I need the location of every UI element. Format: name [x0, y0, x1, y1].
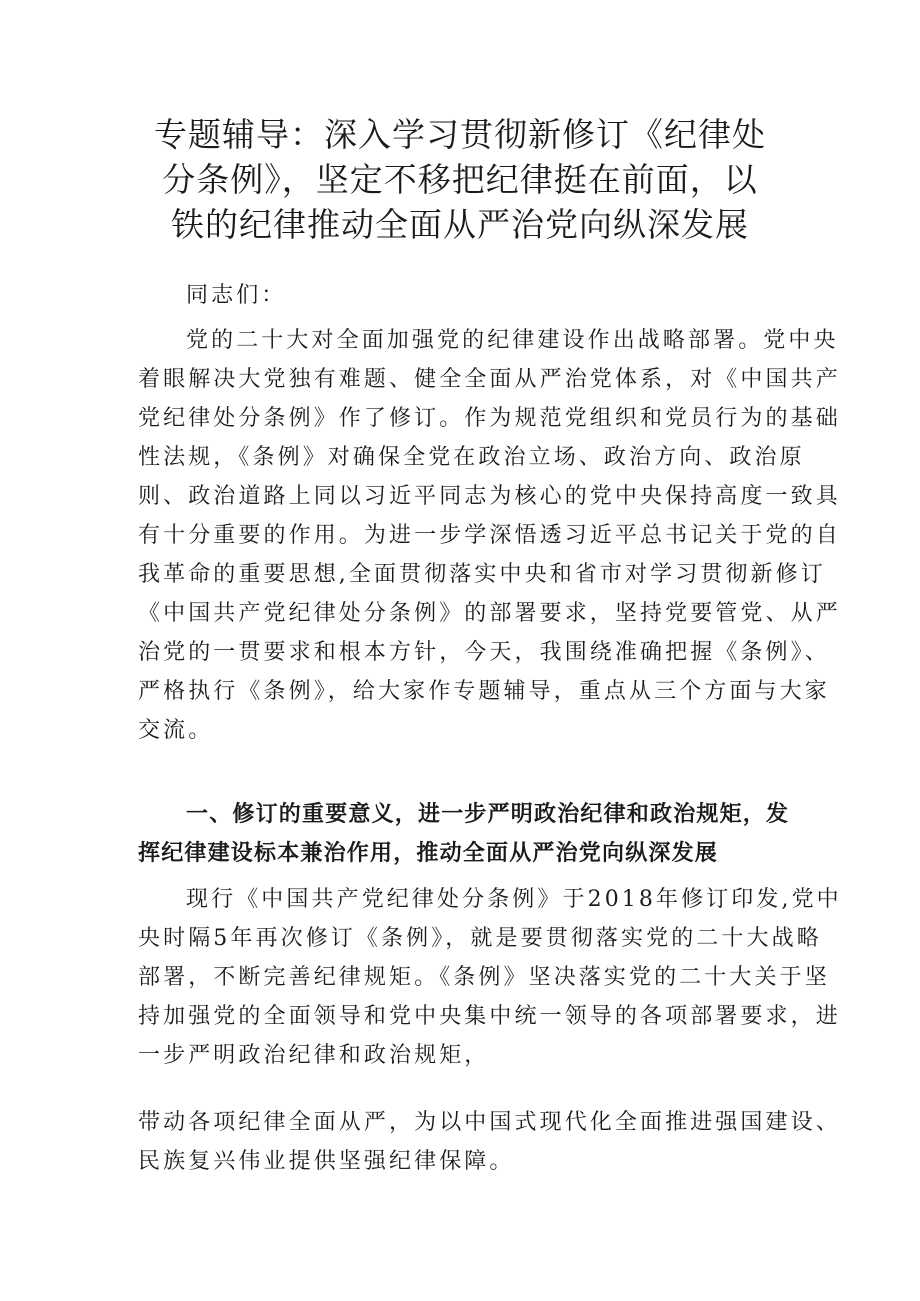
text-line: 有十分重要的作用。为进一步学深悟透习近平总书记关于党的自 — [138, 523, 841, 548]
intro-paragraph — [138, 321, 841, 750]
text-line: 交流。 — [138, 718, 214, 743]
text-line: 带动各项纪律全面从严，为以中国式现代化全面推进强国建设、 — [138, 1110, 841, 1135]
heading-line: 一、修订的重要意义，进一步严明政治纪律和政治规矩，发 — [186, 802, 790, 827]
text-line: 治党的一贯要求和根本方针，今天，我围绕准确把握《条例》、 — [138, 640, 830, 665]
text-line: 着眼解决大党独有难题、健全全面从严治党体系，对《中国共产 — [138, 367, 841, 392]
text-line: 现行《中国共产党纪律处分条例》于2018年修订印发,党中 — [186, 887, 842, 912]
title-line: 铁的纪律推动全面从严治党向纵深发展 — [171, 205, 749, 244]
title-line: 专题辅导：深入学习贯彻新修订《纪律处 — [154, 115, 766, 154]
text-line: 民族复兴伟业提供坚强纪律保障。 — [138, 1149, 515, 1174]
text-line: 则、政治道路上同以习近平同志为核心的党中央保持高度一致具 — [138, 484, 841, 509]
salutation-text: 同志们： — [186, 283, 287, 308]
section-heading — [138, 795, 798, 873]
heading-line: 挥纪律建设标本兼治作用，推动全面从严治党向纵深发展 — [138, 841, 719, 866]
text-line: 部署，不断完善纪律规矩。《条例》坚决落实党的二十大关于坚 — [138, 965, 830, 990]
title-line: 分条例》，坚定不移把纪律挺在前面，以 — [162, 160, 758, 199]
text-line: 我革命的重要思想,全面贯彻落实中央和省市对学习贯彻新修订 — [138, 562, 826, 587]
text-line: 央时隔5年再次修订《条例》，就是要贯彻落实党的二十大战略 — [138, 926, 822, 951]
text-line: 性法规，《条例》对确保全党在政治立场、政治方向、政治原 — [138, 445, 805, 470]
text-line: 一步严明政治纪律和政治规矩， — [138, 1043, 490, 1068]
section1-continuation — [138, 1103, 841, 1181]
text-line: 《中国共产党纪律处分条例》的部署要求，坚持党要管党、从严 — [138, 601, 841, 626]
salutation — [138, 276, 798, 315]
text-line: 党纪律处分条例》作了修订。作为规范党组织和党员行为的基础 — [138, 406, 841, 431]
text-line: 党的二十大对全面加强党的纪律建设作出战略部署。党中央 — [186, 328, 839, 353]
text-line: 严格执行《条例》，给大家作专题辅导，重点从三个方面与大家 — [138, 679, 830, 704]
document-title — [130, 112, 790, 247]
text-line: 持加强党的全面领导和党中央集中统一领导的各项部署要求，进 — [138, 1004, 841, 1029]
section1-paragraph — [138, 880, 842, 1075]
